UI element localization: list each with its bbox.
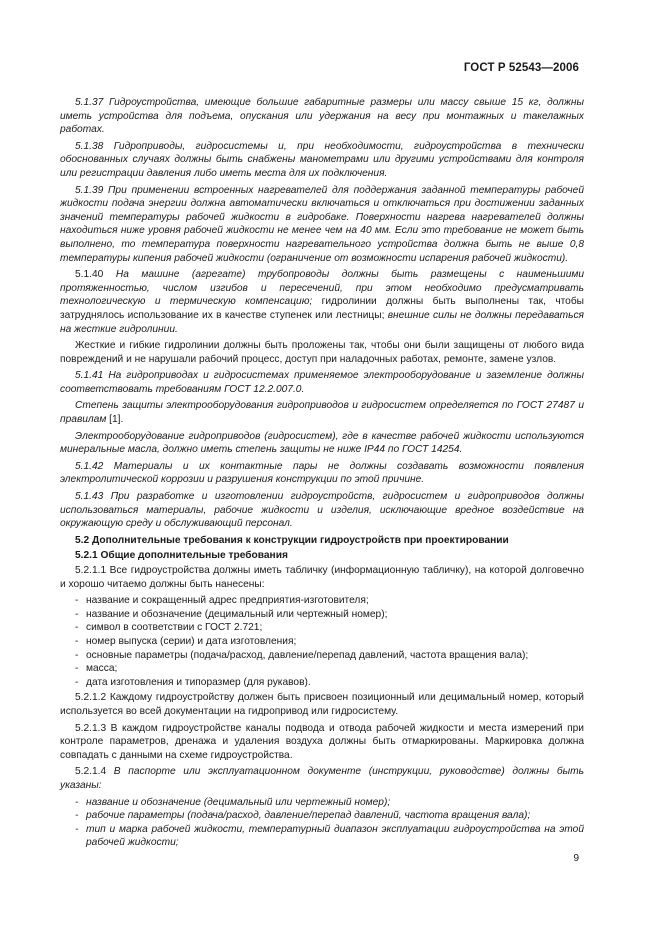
- list-item: - дата изготовления и типоразмер (для рукавов).: [75, 676, 311, 688]
- document-body: [60, 96, 584, 852]
- paragraph-protection-text: Степень защиты электрооборудования гидроприводов и гидросистем определяется по ГОСТ 27487 и правилам: [60, 400, 584, 426]
- list-item: - рабочие параметры (подача/расход, давление/перепад давлений, частота вращения вала);: [75, 810, 531, 822]
- list-item: - название и обозначение (децимальный или чертежный номер);: [75, 608, 388, 620]
- paragraph-5-2-1-3: 5.2.1.3 В каждом гидроустройстве каналы подвода и отвода рабочей жидкости и места измерений при контроле параметров, дренажа и удаления воздуха должны быть отмаркированы. Маркировка должна совпадать с данными на схеме гидроустройства.: [60, 722, 584, 761]
- paragraph-5-2-1-4: [60, 765, 584, 792]
- paragraph-5-1-39: 5.1.39 При применении встроенных нагревателей для поддержания заданной температуры рабочей жидкости подача энергии должна автоматически включаться и отключаться при достижении заданных значений температуры рабочей жидкости в гидробаке. Поверхности нагрева нагревателей должны находиться ниже уровня рабочей жидкости не менее чем на 40 мм. Если это требование не может быть выполнено, то температура поверхности нагревательного устройства должна быть не выше 0,8 температуры кипения рабочей жидкости (ограничение от возможности испарения рабочей жидкости).: [60, 184, 584, 264]
- paragraph-5-2-1-4-text: В паспорте или эксплуатационном документе (инструкции, руководстве) должны быть указаны:: [60, 766, 584, 791]
- list-item: - название и сокращенный адрес предприятия-изготовителя;: [75, 595, 369, 607]
- passport-requirements-list: [60, 796, 584, 850]
- paragraph-5-1-42: 5.1.42 Материалы и их контактные пары не должны создавать возможности появления электролитической коррозии и разрушения конструкции по этой причине.: [60, 460, 584, 486]
- paragraph-5-1-37: 5.1.37 Гидроустройства, имеющие большие габаритные размеры или массу свыше 15 кг, должны иметь устройства для подъема, опускания или удержания на весу при монтажных и такелажных работах.: [60, 97, 584, 136]
- paragraph-5-2-1-2: 5.2.1.2 Каждому гидроустройству должен быть присвоен позиционный или децимальный номер, который используется во всей документации на гидропривод или гидросистему.: [60, 692, 584, 717]
- paragraph-5-1-38: 5.1.38 Гидроприводы, гидросистемы и, при необходимости, гидроустройства в технически обоснованных случаях должны быть снабжены манометрами или другими устройствами для контроля или регистрации давления либо иметь места для их подключения.: [60, 140, 584, 179]
- paragraph-5-1-40-part2: гидролинии должны быть выполнены так, чтобы затруднялось использование их в качестве ступенек или лестницы;: [60, 296, 584, 321]
- paragraph-5-1-40-part1: На машине (агрегате) трубопроводы должны быть размещены с наименьшими протяженностью, числом изгибов и пересечений, при этом необходимо предусматривать технологическую и термическую компенсацию;: [60, 269, 585, 308]
- paragraph-hoses: Жесткие и гибкие гидролинии должны быть проложены так, чтобы они были защищены от любого вида повреждений и не нарушали рабочий процесс, доступ при наладочных работах, ремонте, замене узлов.: [60, 340, 584, 365]
- list-item: - символ в соответствии с ГОСТ 2.721;: [75, 622, 263, 634]
- list-item: - масса;: [75, 663, 118, 675]
- paragraph-5-1-41: 5.1.41 На гидроприводах и гидросистемах применяемое электрооборудование и заземление должны соответствовать требованиям ГОСТ 12.2.007.0.: [60, 370, 584, 395]
- paragraph-5-1-43: 5.1.43 При разработке и изготовлении гидроустройств, гидросистем и гидроприводов должны использоваться материалы, рабочие жидкости и изделия, исключающие вредное воздействие на окружающую среду и обслуживающий персонал.: [60, 491, 584, 530]
- subsection-heading-5-2-1: 5.2.1 Общие дополнительные требования: [75, 550, 288, 562]
- list-item: - основные параметры (подача/расход, давление/перепад давлений, частота вращения вала);: [75, 649, 529, 661]
- paragraph-5-1-40-part3: внешние силы не должны передаваться на жесткие гидролинии.: [60, 309, 584, 335]
- paragraph-protection-ref: [1].: [106, 414, 124, 426]
- paragraph-electro-oil: Электрооборудование гидроприводов (гидросистем), где в качестве рабочей жидкости используются минеральные масла, должно иметь степень защиты не ниже IP44 по ГОСТ 14254.: [60, 430, 584, 456]
- document-header: ГОСТ Р 52543—2006: [463, 62, 579, 74]
- paragraph-5-2-1-1: 5.2.1.1 Все гидроустройства должны иметь табличку (информационную табличку), на которой долговечно и хорошо читаемо должны быть нанесены:: [60, 565, 584, 590]
- list-item: - номер выпуска (серии) и дата изготовления;: [75, 635, 297, 647]
- page-number: 9: [573, 853, 579, 864]
- plate-requirements-list: [60, 594, 584, 689]
- paragraph-5-2-1-4-number: 5.2.1.4: [75, 766, 114, 778]
- paragraph-5-1-40: [60, 268, 584, 336]
- section-heading-5-2: 5.2 Дополнительные требования к конструкции гидроустройств при проектировании: [75, 534, 509, 546]
- list-item: - название и обозначение (децимальный или чертежный номер);: [75, 796, 391, 808]
- paragraph-5-1-40-number: 5.1.40: [75, 269, 116, 281]
- paragraph-protection-degree: [60, 399, 584, 426]
- list-item: - тип и марка рабочей жидкости, температурный диапазон эксплуатации гидроустройства на этой рабочей жидкости;: [75, 823, 584, 849]
